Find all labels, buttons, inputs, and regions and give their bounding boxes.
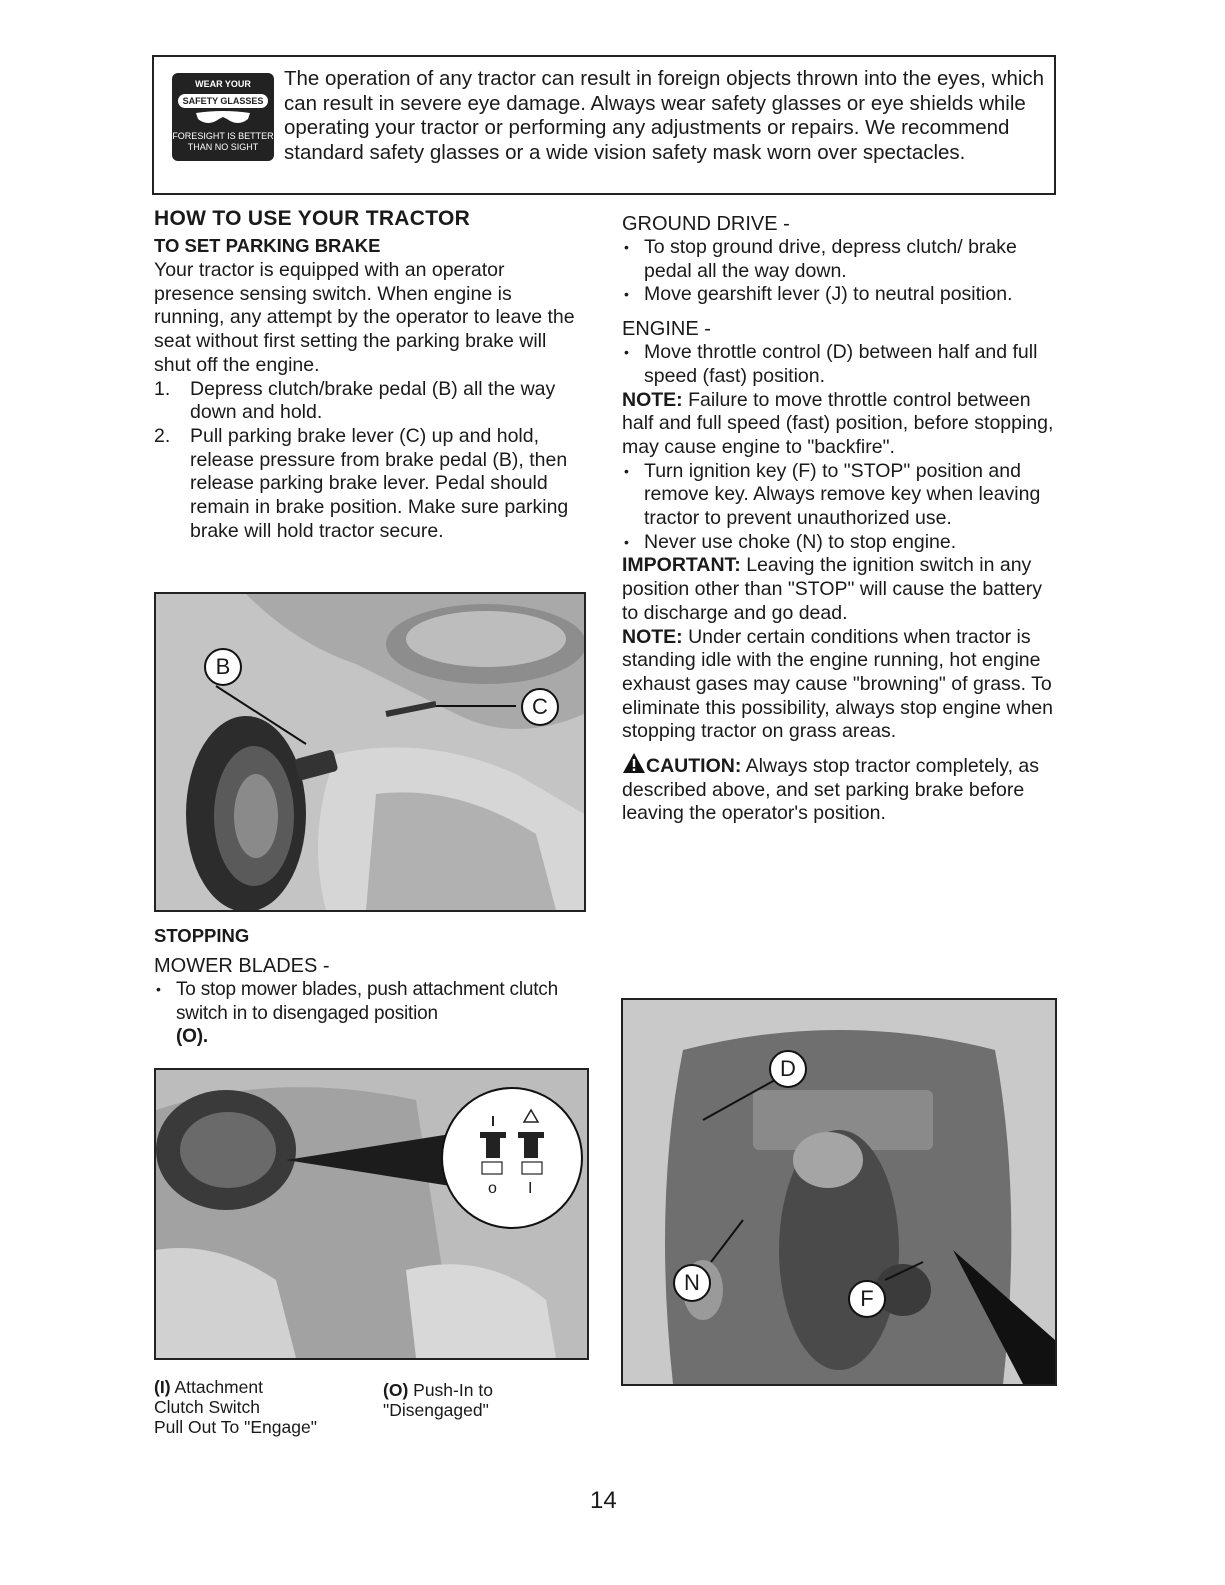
tractor-brake-illustration [156,594,584,910]
warning-text: The operation of any tractor can result in foreign objects thrown into the eyes, which can result in severe eye damage. Always wear safety glasses or eye shields while operating your tractor or performing any adjustments or repairs. We recommend standard safety glasses or a wide vision safety mask worn over spectacles. [284,67,1045,164]
safety-warning-box [152,55,1056,195]
list-item: • Move throttle control (D) between half and full speed (fast) position. [622,341,1062,388]
list-item: • Move gearshift lever (J) to neutral position. [622,283,1062,307]
ground-drive-heading: GROUND DRIVE - [622,213,790,235]
callout-f: F [848,1280,886,1318]
list-item: • To stop ground drive, depress clutch/ brake pedal all the way down. [622,236,1062,283]
right-column [622,212,1062,826]
safety-glasses-logo [172,73,274,161]
logo-text: FORESIGHT IS BETTER THAN NO SIGHT [172,131,274,152]
tractor-dash-illustration [156,1070,587,1358]
page-number: 14 [590,1487,617,1514]
important-note: IMPORTANT: Leaving the ignition switch in any position other than "STOP" will cause the battery to discharge and go dead. [622,554,1042,624]
callout-b: B [204,648,242,686]
left-column [154,207,584,543]
caption-push-in: (O) Push-In to "Disengaged" [383,1380,493,1420]
callout-n: N [673,1264,711,1302]
caption-attachment-switch: (I) Attachment Clutch Switch Pull Out To "Engage" [154,1377,317,1437]
list-item: • Never use choke (N) to stop engine. [622,531,1062,555]
mower-blades-list [154,978,584,1049]
callout-d: D [769,1050,807,1088]
stopping-heading: STOPPING [154,925,250,946]
glasses-icon [194,109,252,129]
switch-label-o: o [488,1180,497,1197]
switch-label-i: I [528,1180,533,1197]
clutch-switch-photo [154,1068,589,1360]
note-backfire: NOTE: Failure to move throttle control between half and full speed (fast) position, before stopping, may cause engine to "backfire". [622,388,1054,458]
parking-brake-heading: TO SET PARKING BRAKE [154,235,381,256]
logo-text: SAFETY GLASSES [178,94,268,108]
engine-list [622,341,1062,388]
note-browning: NOTE: Under certain conditions when tractor is standing idle with the engine running, hot engine exhaust gases may cause "browning" of grass. To eliminate this possibility, always stop engine when stopping tractor on grass areas. [622,625,1054,743]
parking-brake-intro: Your tractor is equipped with an operator presence sensing switch. When engine is running, any attempt by the operator to leave the seat without first setting the parking brake will shut off the engine. [154,259,575,376]
stopping-section [154,925,584,1049]
callout-c: C [521,688,559,726]
ground-drive-list [622,236,1062,307]
parking-brake-steps [154,378,584,544]
engine-list-2 [622,460,1062,555]
list-item: 1. Depress clutch/brake pedal (B) all the way down and hold. [154,377,556,424]
list-item: • To stop mower blades, push attachment clutch switch in to disengaged position (O). [154,978,584,1049]
list-item: • Turn ignition key (F) to "STOP" position and remove key. Always remove key when leaving tractor to prevent unauthorized use. [622,460,1062,531]
warning-triangle-icon [622,752,646,774]
tractor-console-illustration [623,1000,1055,1384]
mower-blades-heading: MOWER BLADES - [154,955,330,977]
section-heading: HOW TO USE YOUR TRACTOR [154,207,471,230]
logo-text: WEAR YOUR [195,79,251,89]
list-item: 2. Pull parking brake lever (C) up and hold, release pressure from brake pedal (B), then release parking brake lever. Pedal should remain in brake position. Make sure parking brake will hold tractor secure. [154,424,569,542]
parking-brake-photo [154,592,586,912]
dash-controls-photo [621,998,1057,1386]
caution-note: CAUTION: Always stop tractor completely, as described above, and set parking brake before leaving the operator's position. [622,752,1062,826]
engine-heading: ENGINE - [622,318,711,341]
